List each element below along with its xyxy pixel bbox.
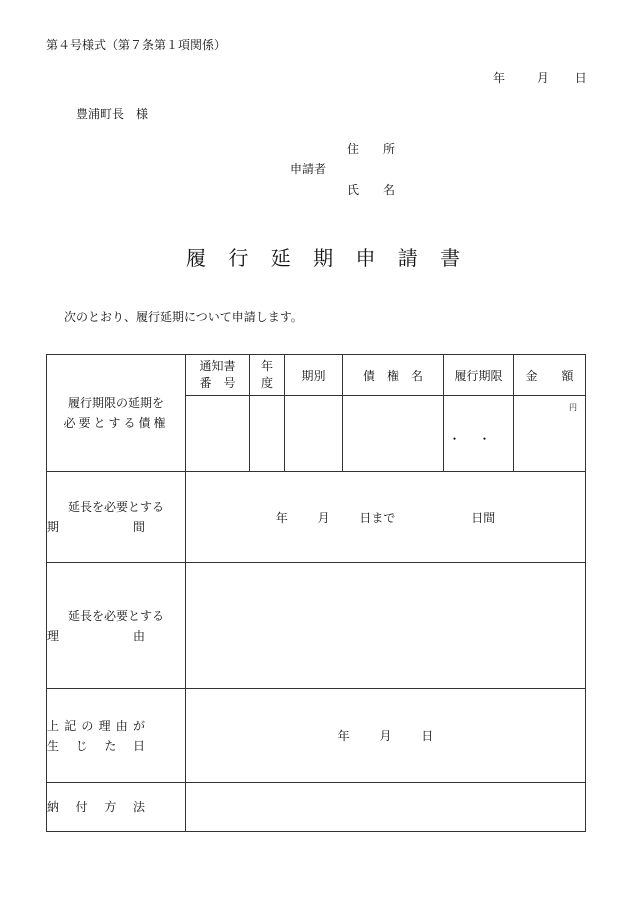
fiscal-year-cell[interactable] xyxy=(250,396,285,472)
deadline-dots: ・・ xyxy=(448,432,509,446)
label-char: 理 xyxy=(98,718,111,733)
date-day: 日 xyxy=(574,71,587,85)
reason-month: 月 xyxy=(379,729,392,743)
fiscal-year-header-bottom: 度 xyxy=(260,376,273,390)
form-number: 第４号様式（第７条第１項関係） xyxy=(46,38,227,52)
addressee: 豊浦町長 様 xyxy=(76,107,149,121)
label-char: 日 xyxy=(132,738,145,753)
extension-period-label-line2 xyxy=(47,517,145,537)
deadline-cell[interactable] xyxy=(444,396,514,472)
claim-label-line1: 履行期限の延期を xyxy=(67,396,164,410)
reason-date-label-line2 xyxy=(47,736,145,756)
label-char: 間 xyxy=(132,520,145,534)
period-days: 日間 xyxy=(471,510,496,525)
label-char: 期 xyxy=(47,520,60,534)
title-char: 書 xyxy=(440,246,461,270)
document-title xyxy=(186,242,460,271)
title-char: 請 xyxy=(397,246,418,270)
amount-cell[interactable] xyxy=(514,396,586,472)
notice-number-cell[interactable] xyxy=(186,396,250,472)
extension-reason-label xyxy=(47,563,186,689)
period-cell[interactable] xyxy=(285,396,343,472)
period-year: 年 xyxy=(275,510,288,525)
label-char: 付 xyxy=(75,800,88,814)
label-char: の xyxy=(81,718,94,733)
label-char: 納 xyxy=(47,800,60,814)
title-char: 延 xyxy=(270,246,291,270)
claim-label xyxy=(47,355,186,472)
label-char: 生 xyxy=(47,738,60,753)
label-char: じ xyxy=(75,738,88,753)
reason-year: 年 xyxy=(337,729,350,743)
label-char: が xyxy=(132,718,145,733)
label-char: 由 xyxy=(132,628,145,643)
extension-reason-cell[interactable] xyxy=(186,563,586,689)
name-label: 氏 名 xyxy=(347,183,396,197)
yen-unit: 円 xyxy=(569,403,577,412)
label-char: 理 xyxy=(47,628,60,643)
title-char: 期 xyxy=(313,246,334,270)
period-header: 期別 xyxy=(285,355,343,396)
title-char: 履 xyxy=(186,246,206,270)
period-until: 日まで xyxy=(359,510,396,525)
label-char: 方 xyxy=(104,800,117,814)
title-char: 申 xyxy=(355,246,376,270)
date-year: 年 xyxy=(493,71,506,85)
fiscal-year-header-top: 年 xyxy=(260,359,273,373)
reason-date-label xyxy=(47,689,186,783)
label-char: 上 xyxy=(47,718,60,733)
extension-period-label xyxy=(47,472,186,563)
label-char: 記 xyxy=(64,718,77,733)
application-table xyxy=(46,354,586,832)
claim-name-cell[interactable] xyxy=(343,396,444,472)
payment-method-label xyxy=(47,783,186,832)
claim-name-header: 債 権 名 xyxy=(343,355,444,396)
amount-header: 金 額 xyxy=(514,355,586,396)
label-char: た xyxy=(104,738,117,753)
label-char: 法 xyxy=(132,800,145,814)
applicant-label: 申請者 xyxy=(290,162,327,176)
extension-period-label-line1: 延長を必要とする xyxy=(67,500,164,514)
payment-method-label-line xyxy=(47,797,145,817)
address-label: 住 所 xyxy=(347,142,396,156)
extension-period-cell[interactable] xyxy=(186,472,586,563)
notice-number-header xyxy=(186,355,250,396)
deadline-header: 履行期限 xyxy=(444,355,514,396)
label-char: 由 xyxy=(115,718,128,733)
extension-reason-label-line1: 延長を必要とする xyxy=(67,608,164,623)
reason-date-label-line1 xyxy=(47,716,145,736)
period-month: 月 xyxy=(317,510,330,525)
date-line xyxy=(493,69,587,86)
date-month: 月 xyxy=(536,71,549,85)
reason-date-cell[interactable] xyxy=(186,689,586,783)
intro-text: 次のとおり、履行延期について申請します。 xyxy=(64,310,303,324)
fiscal-year-header xyxy=(250,355,285,396)
claim-label-line2: 必要とする債権 xyxy=(63,416,169,430)
reason-day: 日 xyxy=(421,729,434,743)
notice-number-header-top: 通知書 xyxy=(199,359,236,373)
extension-reason-label-line2 xyxy=(47,626,145,646)
notice-number-header-bottom: 番 号 xyxy=(199,376,236,390)
payment-method-cell[interactable] xyxy=(186,783,586,832)
title-char: 行 xyxy=(228,246,249,270)
